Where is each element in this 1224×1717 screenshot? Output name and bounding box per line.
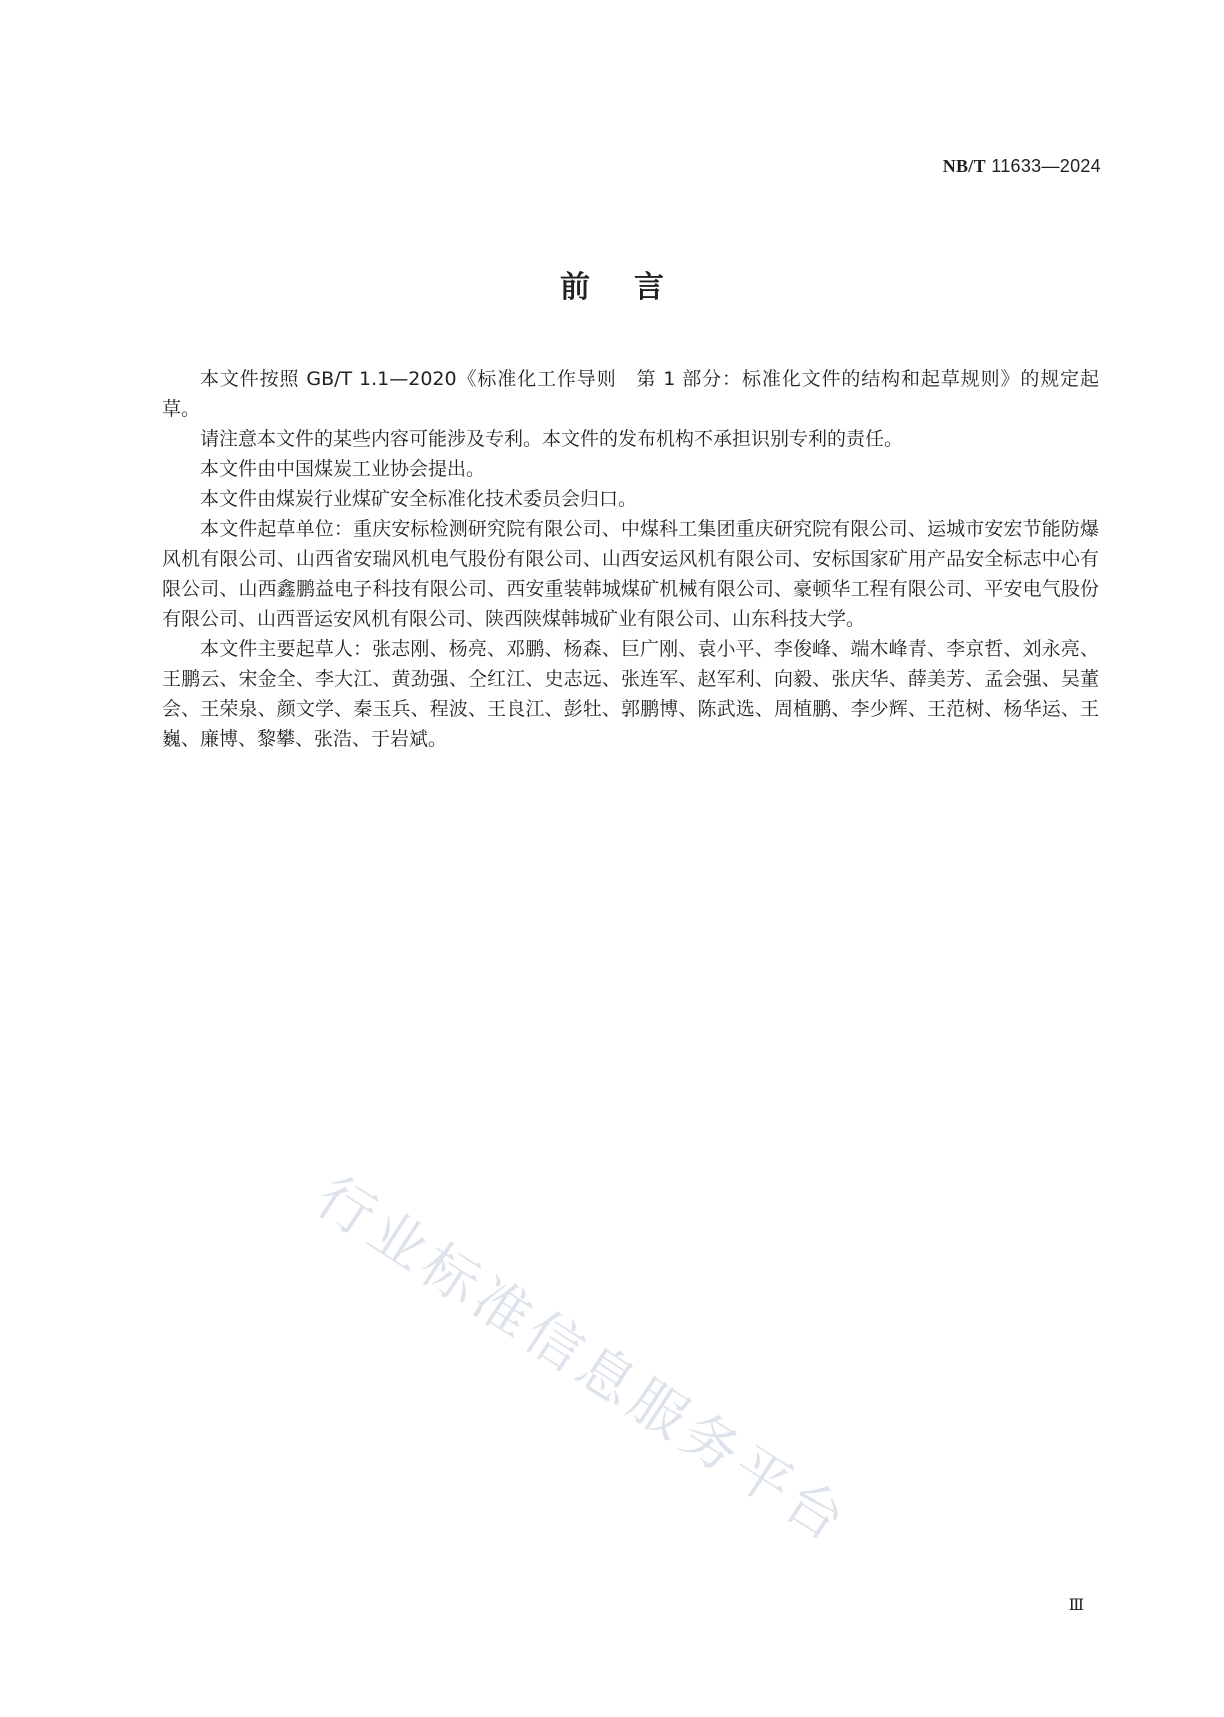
paragraph-patent-notice: 请注意本文件的某些内容可能涉及专利。本文件的发布机构不承担识别专利的责任。 bbox=[200, 428, 904, 450]
paragraph-drafters: 本文件主要起草人：张志刚、杨亮、邓鹏、杨森、巨广刚、袁小平、李俊峰、端木峰青、李京哲、刘永亮、王鹏云、宋金全、李大江、黄劲强、仝红江、史志远、张连军、赵军利、向毅、张庆华、薛美芳、孟会强、吴董会、王荣泉、颜文学、秦玉兵、程波、王良江、彭牡、郭鹏博、陈武选、周植鹏、李少辉、王范树、杨华运、王巍、廉博、黎攀、张浩、于岩斌。 bbox=[162, 638, 1099, 750]
page-title: 前言 bbox=[560, 270, 708, 305]
paragraph-drafting-units: 本文件起草单位：重庆安标检测研究院有限公司、中煤科工集团重庆研究院有限公司、运城市安宏节能防爆风机有限公司、山西省安瑞风机电气股份有限公司、山西安运风机有限公司、安标国家矿用产品安全标志中心有限公司、山西鑫鹏益电子科技有限公司、西安重装韩城煤矿机械有限公司、豪顿华工程有限公司、平安电气股份有限公司、山西晋运安风机有限公司、陕西陕煤韩城矿业有限公司、山东科技大学。 bbox=[162, 518, 1099, 630]
watermark: 行业标准信息服务平台 bbox=[304, 1164, 861, 1557]
paragraph-drafting-rules: 本文件按照 GB/T 1.1—2020《标准化工作导则 第 1 部分：标准化文件的结构和起草规则》的规定起草。 bbox=[162, 368, 1099, 420]
paragraph-proposer: 本文件由中国煤炭工业协会提出。 bbox=[200, 458, 486, 480]
standard-code: 11633—2024 bbox=[991, 156, 1101, 176]
foreword-body bbox=[162, 364, 1099, 754]
standard-prefix: NB/T bbox=[942, 156, 986, 176]
paragraph-technical-committee: 本文件由煤炭行业煤矿安全标准化技术委员会归口。 bbox=[200, 488, 638, 510]
page-number: Ⅲ bbox=[1068, 1597, 1084, 1614]
standard-number bbox=[943, 156, 1101, 177]
